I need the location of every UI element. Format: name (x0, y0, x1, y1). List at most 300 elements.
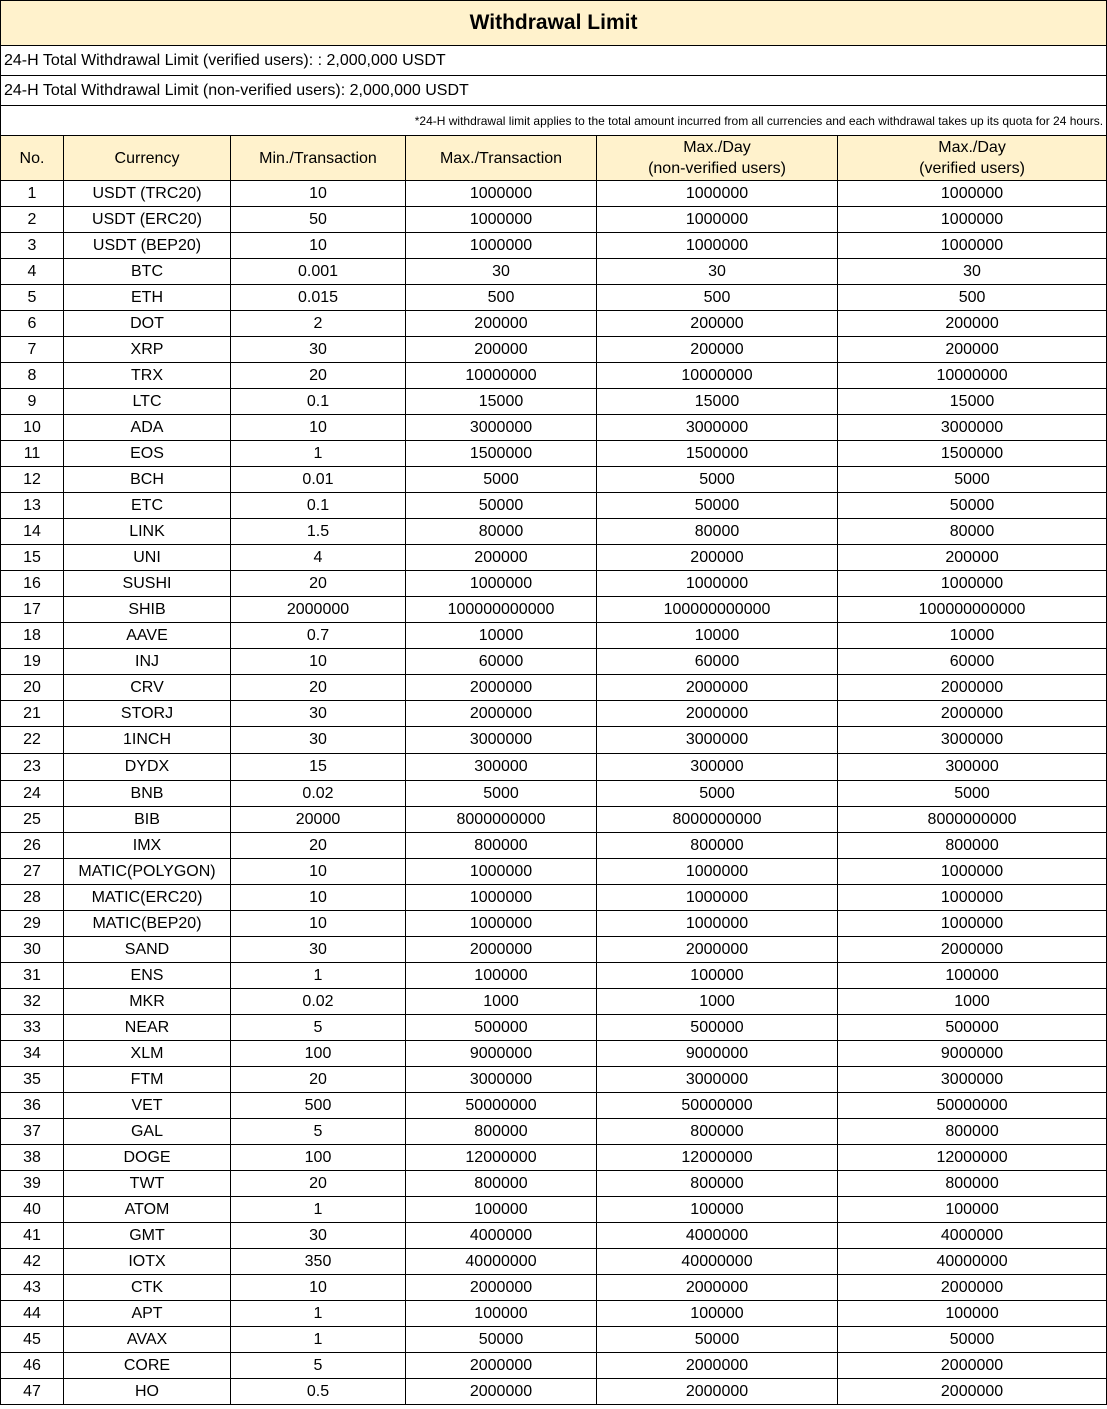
cell-max-transaction: 100000 (406, 1301, 597, 1327)
cell-no: 30 (1, 937, 64, 963)
cell-max-day-verified: 50000 (838, 1327, 1107, 1353)
cell-max-day-verified: 1000000 (838, 181, 1107, 207)
cell-currency: LINK (64, 519, 231, 545)
cell-min-transaction: 10 (231, 233, 406, 259)
cell-no: 20 (1, 675, 64, 701)
cell-currency: USDT (BEP20) (64, 233, 231, 259)
table-row (1, 337, 1107, 363)
cell-no: 46 (1, 1353, 64, 1379)
cell-max-day-verified: 200000 (838, 545, 1107, 571)
cell-max-day-verified: 200000 (838, 311, 1107, 337)
nonverified-limit-text: 24-H Total Withdrawal Limit (non-verified users): 2,000,000 USDT (1, 76, 1107, 106)
cell-max-day-nonverified: 1000000 (597, 207, 838, 233)
cell-max-day-verified: 2000000 (838, 675, 1107, 701)
table-row (1, 545, 1107, 571)
cell-max-day-nonverified: 1500000 (597, 441, 838, 467)
cell-max-day-nonverified: 3000000 (597, 1067, 838, 1093)
cell-max-transaction: 800000 (406, 833, 597, 859)
table-title: Withdrawal Limit (1, 1, 1107, 46)
cell-no: 35 (1, 1067, 64, 1093)
cell-max-day-nonverified: 30 (597, 259, 838, 285)
cell-max-transaction: 3000000 (406, 415, 597, 441)
cell-no: 37 (1, 1119, 64, 1145)
table-row (1, 519, 1107, 545)
cell-max-day-verified: 10000000 (838, 363, 1107, 389)
cell-max-day-nonverified: 40000000 (597, 1249, 838, 1275)
cell-min-transaction: 4 (231, 545, 406, 571)
cell-no: 33 (1, 1015, 64, 1041)
cell-no: 40 (1, 1197, 64, 1223)
cell-no: 19 (1, 649, 64, 675)
cell-currency: APT (64, 1301, 231, 1327)
cell-min-transaction: 10 (231, 1275, 406, 1301)
cell-max-day-nonverified: 2000000 (597, 1379, 838, 1405)
cell-currency: TRX (64, 363, 231, 389)
cell-no: 42 (1, 1249, 64, 1275)
cell-min-transaction: 1 (231, 1327, 406, 1353)
cell-min-transaction: 0.02 (231, 989, 406, 1015)
cell-max-day-verified: 40000000 (838, 1249, 1107, 1275)
cell-no: 6 (1, 311, 64, 337)
cell-max-day-verified: 80000 (838, 519, 1107, 545)
cell-currency: BIB (64, 807, 231, 833)
cell-max-day-nonverified: 200000 (597, 545, 838, 571)
table-row (1, 833, 1107, 859)
cell-currency: ADA (64, 415, 231, 441)
cell-max-day-nonverified: 1000000 (597, 885, 838, 911)
cell-max-day-nonverified: 10000000 (597, 363, 838, 389)
cell-currency: BCH (64, 467, 231, 493)
cell-max-day-verified: 1500000 (838, 441, 1107, 467)
column-header-row (1, 136, 1107, 181)
cell-max-day-verified: 100000 (838, 963, 1107, 989)
cell-currency: DOGE (64, 1145, 231, 1171)
table-row (1, 807, 1107, 833)
cell-max-transaction: 50000000 (406, 1093, 597, 1119)
header-max-day-nonverified-line1: Max./Day (683, 139, 751, 156)
cell-max-day-verified: 2000000 (838, 701, 1107, 727)
cell-currency: AVAX (64, 1327, 231, 1353)
cell-currency: XLM (64, 1041, 231, 1067)
cell-max-transaction: 2000000 (406, 1353, 597, 1379)
cell-max-day-nonverified: 1000000 (597, 859, 838, 885)
cell-max-day-verified: 100000000000 (838, 597, 1107, 623)
cell-max-transaction: 1000000 (406, 859, 597, 885)
table-row (1, 1353, 1107, 1379)
cell-no: 1 (1, 181, 64, 207)
cell-max-day-nonverified: 10000 (597, 623, 838, 649)
cell-no: 4 (1, 259, 64, 285)
cell-max-day-verified: 800000 (838, 833, 1107, 859)
cell-max-day-verified: 30 (838, 259, 1107, 285)
cell-min-transaction: 0.015 (231, 285, 406, 311)
cell-currency: MATIC(ERC20) (64, 885, 231, 911)
cell-max-day-nonverified: 1000000 (597, 181, 838, 207)
cell-max-day-nonverified: 50000000 (597, 1093, 838, 1119)
cell-max-day-verified: 1000000 (838, 859, 1107, 885)
cell-currency: DOT (64, 311, 231, 337)
cell-currency: LTC (64, 389, 231, 415)
header-min-transaction: Min./Transaction (231, 136, 406, 181)
table-row (1, 675, 1107, 701)
table-row (1, 701, 1107, 727)
cell-min-transaction: 500 (231, 1093, 406, 1119)
table-row (1, 1041, 1107, 1067)
cell-min-transaction: 5 (231, 1353, 406, 1379)
cell-max-day-verified: 50000000 (838, 1093, 1107, 1119)
table-row (1, 1301, 1107, 1327)
cell-min-transaction: 10 (231, 649, 406, 675)
table-row (1, 1327, 1107, 1353)
cell-no: 16 (1, 571, 64, 597)
cell-max-transaction: 10000 (406, 623, 597, 649)
cell-currency: SAND (64, 937, 231, 963)
cell-max-day-verified: 2000000 (838, 1353, 1107, 1379)
cell-min-transaction: 20 (231, 1171, 406, 1197)
cell-min-transaction: 0.001 (231, 259, 406, 285)
cell-no: 25 (1, 807, 64, 833)
cell-max-day-verified: 1000000 (838, 885, 1107, 911)
cell-min-transaction: 20 (231, 363, 406, 389)
cell-max-day-verified: 300000 (838, 754, 1107, 781)
cell-max-day-nonverified: 100000 (597, 1197, 838, 1223)
header-no: No. (1, 136, 64, 181)
cell-max-day-nonverified: 100000000000 (597, 597, 838, 623)
cell-max-day-nonverified: 9000000 (597, 1041, 838, 1067)
cell-no: 18 (1, 623, 64, 649)
cell-no: 38 (1, 1145, 64, 1171)
table-row (1, 1379, 1107, 1405)
cell-max-day-nonverified: 2000000 (597, 1275, 838, 1301)
cell-max-transaction: 1000000 (406, 181, 597, 207)
cell-min-transaction: 15 (231, 754, 406, 781)
table-row (1, 571, 1107, 597)
cell-max-day-nonverified: 100000 (597, 1301, 838, 1327)
cell-no: 47 (1, 1379, 64, 1405)
cell-currency: VET (64, 1093, 231, 1119)
cell-max-transaction: 300000 (406, 754, 597, 781)
table-row (1, 1223, 1107, 1249)
cell-currency: XRP (64, 337, 231, 363)
cell-no: 7 (1, 337, 64, 363)
cell-max-day-nonverified: 500 (597, 285, 838, 311)
cell-max-day-nonverified: 500000 (597, 1015, 838, 1041)
table-row (1, 1171, 1107, 1197)
cell-currency: SUSHI (64, 571, 231, 597)
cell-currency: INJ (64, 649, 231, 675)
cell-currency: ATOM (64, 1197, 231, 1223)
cell-min-transaction: 20 (231, 1067, 406, 1093)
cell-max-day-verified: 12000000 (838, 1145, 1107, 1171)
table-body (1, 181, 1107, 1405)
table-row (1, 363, 1107, 389)
cell-currency: MATIC(POLYGON) (64, 859, 231, 885)
verified-limit-text: 24-H Total Withdrawal Limit (verified users): : 2,000,000 USDT (1, 46, 1107, 76)
cell-max-day-verified: 1000000 (838, 233, 1107, 259)
cell-max-day-verified: 5000 (838, 467, 1107, 493)
limit-note: *24-H withdrawal limit applies to the total amount incurred from all currencies and each withdrawal takes up its quota for 24 hours. (1, 106, 1107, 136)
cell-min-transaction: 100 (231, 1041, 406, 1067)
cell-max-day-nonverified: 1000000 (597, 571, 838, 597)
table-row (1, 754, 1107, 781)
cell-min-transaction: 1 (231, 1301, 406, 1327)
cell-max-day-verified: 2000000 (838, 937, 1107, 963)
cell-currency: EOS (64, 441, 231, 467)
cell-max-transaction: 100000 (406, 1197, 597, 1223)
cell-min-transaction: 5 (231, 1015, 406, 1041)
table-row (1, 233, 1107, 259)
cell-max-day-verified: 100000 (838, 1197, 1107, 1223)
cell-max-transaction: 3000000 (406, 727, 597, 754)
table-row (1, 285, 1107, 311)
header-max-day-verified (838, 136, 1107, 181)
cell-no: 5 (1, 285, 64, 311)
cell-currency: SHIB (64, 597, 231, 623)
cell-min-transaction: 20 (231, 833, 406, 859)
cell-max-day-verified: 1000000 (838, 571, 1107, 597)
table-row (1, 963, 1107, 989)
cell-max-day-verified: 10000 (838, 623, 1107, 649)
cell-max-day-nonverified: 200000 (597, 311, 838, 337)
cell-max-day-nonverified: 80000 (597, 519, 838, 545)
cell-min-transaction: 0.1 (231, 493, 406, 519)
cell-min-transaction: 5 (231, 1119, 406, 1145)
cell-min-transaction: 1 (231, 963, 406, 989)
cell-max-day-verified: 800000 (838, 1171, 1107, 1197)
cell-min-transaction: 350 (231, 1249, 406, 1275)
table-row (1, 649, 1107, 675)
cell-max-transaction: 500000 (406, 1015, 597, 1041)
table-row (1, 1015, 1107, 1041)
cell-currency: ENS (64, 963, 231, 989)
cell-max-day-nonverified: 15000 (597, 389, 838, 415)
cell-no: 43 (1, 1275, 64, 1301)
cell-max-day-nonverified: 60000 (597, 649, 838, 675)
cell-max-day-nonverified: 1000000 (597, 911, 838, 937)
cell-no: 39 (1, 1171, 64, 1197)
cell-min-transaction: 50 (231, 207, 406, 233)
note-row (1, 106, 1107, 136)
info-row (1, 76, 1107, 106)
cell-max-transaction: 9000000 (406, 1041, 597, 1067)
cell-min-transaction: 10 (231, 181, 406, 207)
cell-no: 9 (1, 389, 64, 415)
cell-min-transaction: 0.5 (231, 1379, 406, 1405)
table-row (1, 727, 1107, 754)
cell-max-day-nonverified: 1000000 (597, 233, 838, 259)
cell-max-day-nonverified: 2000000 (597, 675, 838, 701)
cell-max-day-nonverified: 3000000 (597, 415, 838, 441)
cell-max-transaction: 30 (406, 259, 597, 285)
cell-currency: IOTX (64, 1249, 231, 1275)
table-row (1, 493, 1107, 519)
cell-min-transaction: 1 (231, 1197, 406, 1223)
cell-max-transaction: 2000000 (406, 1379, 597, 1405)
cell-max-transaction: 8000000000 (406, 807, 597, 833)
cell-currency: USDT (TRC20) (64, 181, 231, 207)
cell-max-day-verified: 1000000 (838, 207, 1107, 233)
cell-max-transaction: 1000 (406, 989, 597, 1015)
cell-min-transaction: 100 (231, 1145, 406, 1171)
cell-max-day-verified: 3000000 (838, 727, 1107, 754)
cell-max-transaction: 5000 (406, 781, 597, 807)
cell-max-day-verified: 500 (838, 285, 1107, 311)
cell-min-transaction: 30 (231, 727, 406, 754)
table-row (1, 781, 1107, 807)
cell-no: 12 (1, 467, 64, 493)
table-row (1, 911, 1107, 937)
cell-no: 13 (1, 493, 64, 519)
cell-no: 28 (1, 885, 64, 911)
cell-no: 10 (1, 415, 64, 441)
cell-currency: GMT (64, 1223, 231, 1249)
cell-no: 17 (1, 597, 64, 623)
cell-min-transaction: 30 (231, 1223, 406, 1249)
cell-min-transaction: 0.7 (231, 623, 406, 649)
cell-currency: STORJ (64, 701, 231, 727)
cell-currency: UNI (64, 545, 231, 571)
table-row (1, 859, 1107, 885)
table-row (1, 311, 1107, 337)
cell-max-transaction: 50000 (406, 1327, 597, 1353)
table-row (1, 597, 1107, 623)
table-row (1, 259, 1107, 285)
cell-no: 24 (1, 781, 64, 807)
cell-currency: NEAR (64, 1015, 231, 1041)
cell-min-transaction: 10 (231, 885, 406, 911)
header-currency: Currency (64, 136, 231, 181)
cell-max-day-nonverified: 1000 (597, 989, 838, 1015)
cell-max-day-verified: 1000000 (838, 911, 1107, 937)
cell-max-day-nonverified: 50000 (597, 493, 838, 519)
cell-max-transaction: 1000000 (406, 911, 597, 937)
cell-min-transaction: 10 (231, 911, 406, 937)
cell-min-transaction: 20000 (231, 807, 406, 833)
table-row (1, 937, 1107, 963)
cell-no: 41 (1, 1223, 64, 1249)
cell-max-day-verified: 50000 (838, 493, 1107, 519)
table-row (1, 181, 1107, 207)
cell-currency: AAVE (64, 623, 231, 649)
cell-currency: USDT (ERC20) (64, 207, 231, 233)
title-row (1, 1, 1107, 46)
cell-max-day-nonverified: 3000000 (597, 727, 838, 754)
cell-max-day-verified: 4000000 (838, 1223, 1107, 1249)
header-max-day-verified-line2: (verified users) (919, 160, 1025, 177)
cell-max-day-verified: 3000000 (838, 1067, 1107, 1093)
table-row (1, 1249, 1107, 1275)
cell-min-transaction: 20 (231, 571, 406, 597)
cell-min-transaction: 0.1 (231, 389, 406, 415)
header-max-day-verified-line1: Max./Day (938, 139, 1006, 156)
cell-max-day-nonverified: 800000 (597, 1171, 838, 1197)
table-row (1, 623, 1107, 649)
cell-max-day-verified: 15000 (838, 389, 1107, 415)
cell-max-transaction: 60000 (406, 649, 597, 675)
cell-max-day-nonverified: 800000 (597, 1119, 838, 1145)
cell-max-day-nonverified: 5000 (597, 781, 838, 807)
cell-max-transaction: 15000 (406, 389, 597, 415)
cell-min-transaction: 10 (231, 859, 406, 885)
cell-no: 27 (1, 859, 64, 885)
cell-no: 26 (1, 833, 64, 859)
table-row (1, 885, 1107, 911)
cell-currency: MKR (64, 989, 231, 1015)
table-row (1, 1145, 1107, 1171)
cell-max-day-nonverified: 2000000 (597, 701, 838, 727)
cell-max-day-nonverified: 2000000 (597, 937, 838, 963)
table-row (1, 989, 1107, 1015)
cell-max-transaction: 1000000 (406, 207, 597, 233)
cell-no: 31 (1, 963, 64, 989)
table-row (1, 467, 1107, 493)
cell-currency: IMX (64, 833, 231, 859)
cell-max-transaction: 4000000 (406, 1223, 597, 1249)
cell-max-transaction: 80000 (406, 519, 597, 545)
cell-currency: ETH (64, 285, 231, 311)
cell-max-transaction: 200000 (406, 311, 597, 337)
cell-min-transaction: 2000000 (231, 597, 406, 623)
cell-max-transaction: 2000000 (406, 937, 597, 963)
cell-currency: CRV (64, 675, 231, 701)
cell-currency: BTC (64, 259, 231, 285)
cell-max-day-verified: 100000 (838, 1301, 1107, 1327)
cell-max-day-nonverified: 4000000 (597, 1223, 838, 1249)
cell-max-transaction: 200000 (406, 545, 597, 571)
cell-max-transaction: 3000000 (406, 1067, 597, 1093)
cell-currency: ETC (64, 493, 231, 519)
table-row (1, 1197, 1107, 1223)
cell-currency: DYDX (64, 754, 231, 781)
cell-no: 32 (1, 989, 64, 1015)
cell-no: 21 (1, 701, 64, 727)
cell-max-day-verified: 800000 (838, 1119, 1107, 1145)
cell-min-transaction: 30 (231, 937, 406, 963)
cell-min-transaction: 1 (231, 441, 406, 467)
cell-no: 23 (1, 754, 64, 781)
cell-currency: HO (64, 1379, 231, 1405)
table-row (1, 1119, 1107, 1145)
cell-min-transaction: 1.5 (231, 519, 406, 545)
cell-max-day-nonverified: 200000 (597, 337, 838, 363)
cell-max-transaction: 500 (406, 285, 597, 311)
cell-no: 22 (1, 727, 64, 754)
cell-no: 34 (1, 1041, 64, 1067)
cell-min-transaction: 20 (231, 675, 406, 701)
cell-max-day-verified: 3000000 (838, 415, 1107, 441)
cell-no: 2 (1, 207, 64, 233)
cell-max-transaction: 1000000 (406, 571, 597, 597)
cell-max-transaction: 100000 (406, 963, 597, 989)
cell-max-transaction: 800000 (406, 1119, 597, 1145)
cell-currency: BNB (64, 781, 231, 807)
cell-max-day-verified: 200000 (838, 337, 1107, 363)
cell-max-day-nonverified: 8000000000 (597, 807, 838, 833)
cell-currency: 1INCH (64, 727, 231, 754)
cell-no: 3 (1, 233, 64, 259)
cell-max-day-nonverified: 12000000 (597, 1145, 838, 1171)
cell-currency: TWT (64, 1171, 231, 1197)
cell-currency: MATIC(BEP20) (64, 911, 231, 937)
cell-max-day-verified: 2000000 (838, 1379, 1107, 1405)
table-row (1, 415, 1107, 441)
cell-max-day-verified: 8000000000 (838, 807, 1107, 833)
cell-max-day-nonverified: 5000 (597, 467, 838, 493)
cell-max-transaction: 5000 (406, 467, 597, 493)
header-max-day-nonverified (597, 136, 838, 181)
cell-currency: CORE (64, 1353, 231, 1379)
table-row (1, 441, 1107, 467)
